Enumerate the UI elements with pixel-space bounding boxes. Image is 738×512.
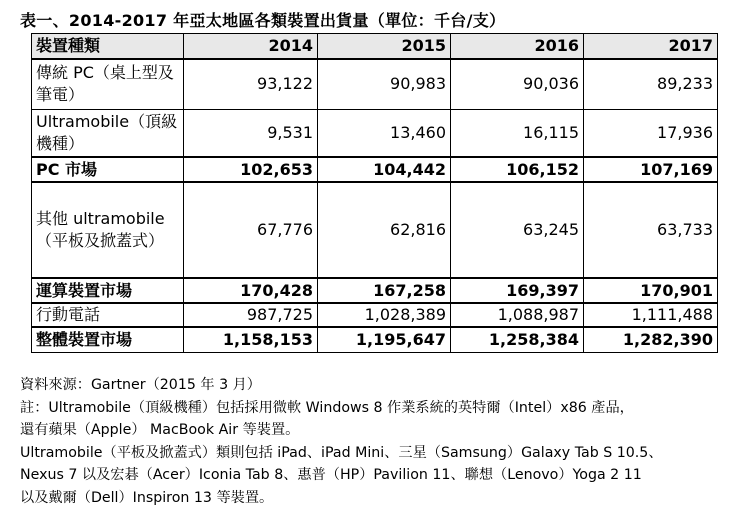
cell-value: 13,460 <box>318 109 451 157</box>
cell-value: 169,397 <box>451 278 584 303</box>
table-row <box>32 327 718 352</box>
cell-value: 16,115 <box>451 109 584 157</box>
cell-value: 102,653 <box>184 157 318 182</box>
cell-value: 170,428 <box>184 278 318 303</box>
cell-value: 1,028,389 <box>318 303 451 327</box>
cell-value: 987,725 <box>184 303 318 327</box>
cell-value: 90,983 <box>318 59 451 109</box>
footnote-line: 註：Ultramobile（頂級機種）包括採用微軟 Windows 8 作業系統的英特爾（Intel）x86 產品， <box>20 399 634 416</box>
cell-value: 89,233 <box>584 59 718 109</box>
cell-value: 106,152 <box>451 157 584 182</box>
cell-value: 1,195,647 <box>318 327 451 352</box>
row-label: PC 市場 <box>32 157 184 182</box>
shipments-table <box>31 33 718 353</box>
footnote-line: Nexus 7 以及宏碁（Acer）Iconia Tab 8、惠普（HP）Pavilion 11、聯想（Lenovo）Yoga 2 11 <box>20 467 642 484</box>
cell-value: 167,258 <box>318 278 451 303</box>
cell-value: 107,169 <box>584 157 718 182</box>
header-2015: 2015 <box>318 34 451 60</box>
footnote-line: 還有蘋果（Apple） MacBook Air 等裝置。 <box>20 422 300 439</box>
table-row <box>32 59 718 109</box>
cell-value: 63,245 <box>451 182 584 278</box>
cell-value: 1,158,153 <box>184 327 318 352</box>
row-label: 運算裝置市場 <box>32 278 184 303</box>
footnote-line: Ultramobile（平板及掀蓋式）類則包括 iPad、iPad Mini、三星（Samsung）Galaxy Tab S 10.5、 <box>20 444 663 461</box>
header-device-type: 裝置種類 <box>32 34 184 60</box>
table-row <box>32 182 718 278</box>
cell-value: 1,088,987 <box>451 303 584 327</box>
table-header-row <box>32 34 718 60</box>
header-2014: 2014 <box>184 34 318 60</box>
table-title: 表一、2014-2017 年亞太地區各類裝置出貨量（單位：千台/支） <box>20 11 506 30</box>
cell-value: 104,442 <box>318 157 451 182</box>
cell-value: 67,776 <box>184 182 318 278</box>
footnote-line: 以及戴爾（Dell）Inspiron 13 等裝置。 <box>20 489 274 506</box>
table-row <box>32 157 718 182</box>
cell-value: 93,122 <box>184 59 318 109</box>
source-note: 資料來源：Gartner（2015 年 3 月） <box>20 377 261 393</box>
notes <box>20 374 732 510</box>
row-label: 整體裝置市場 <box>32 327 184 352</box>
row-label: 行動電話 <box>32 303 184 327</box>
row-label: 其他 ultramobile（平板及掀蓋式） <box>32 182 184 278</box>
cell-value: 90,036 <box>451 59 584 109</box>
table-row <box>32 303 718 327</box>
cell-value: 62,816 <box>318 182 451 278</box>
cell-value: 1,111,488 <box>584 303 718 327</box>
cell-value: 1,282,390 <box>584 327 718 352</box>
cell-value: 17,936 <box>584 109 718 157</box>
header-2016: 2016 <box>451 34 584 60</box>
cell-value: 63,733 <box>584 182 718 278</box>
cell-value: 170,901 <box>584 278 718 303</box>
cell-value: 1,258,384 <box>451 327 584 352</box>
row-label: Ultramobile（頂級機種） <box>32 109 184 157</box>
cell-value: 9,531 <box>184 109 318 157</box>
table-row <box>32 278 718 303</box>
table-row <box>32 109 718 157</box>
header-2017: 2017 <box>584 34 718 60</box>
row-label: 傳統 PC（桌上型及筆電） <box>32 59 184 109</box>
